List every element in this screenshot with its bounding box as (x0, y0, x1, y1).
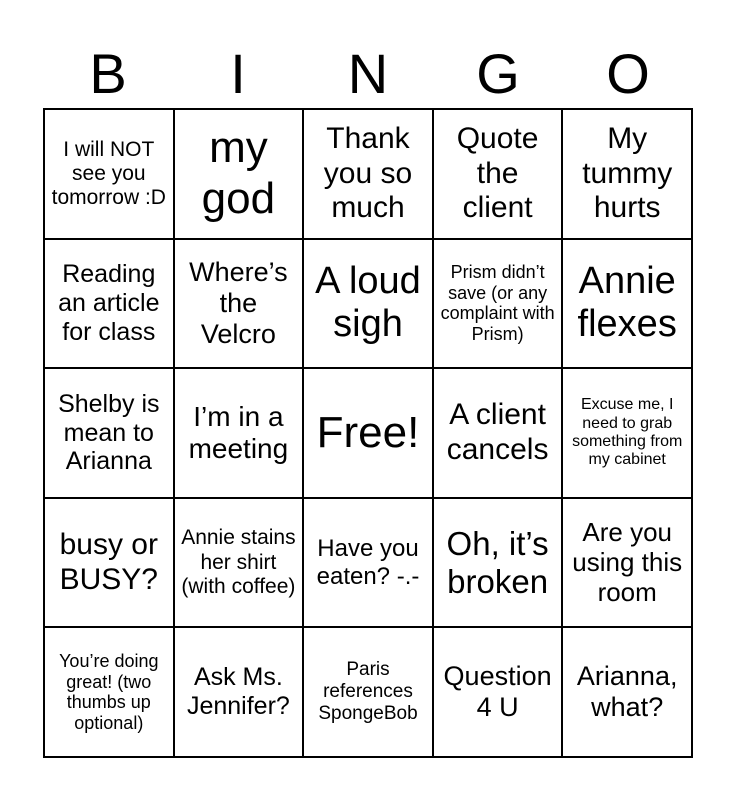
cell-text: Shelby is mean to Arianna (58, 389, 160, 476)
bingo-cell[interactable] (303, 109, 433, 239)
cell-text: Thank you so much (323, 122, 413, 225)
cell-text: A client cancels (446, 398, 549, 466)
bingo-cell[interactable] (562, 627, 692, 757)
bingo-cell[interactable] (174, 627, 304, 757)
cell-text: Prism didn’t save (or any complaint with Prism) (440, 262, 555, 345)
bingo-cell[interactable] (44, 239, 174, 369)
cell-text: Oh, it’s broken (446, 524, 549, 600)
bingo-cell[interactable] (44, 627, 174, 757)
cell-text: Annie flexes (577, 259, 677, 346)
header-letter-n: N (347, 42, 389, 105)
cell-text: I’m in a meeting (188, 400, 289, 464)
bingo-cell[interactable] (303, 498, 433, 628)
bingo-cell[interactable] (433, 368, 563, 498)
cell-text: Paris references SpongeBob (318, 659, 418, 725)
bingo-cell[interactable] (433, 498, 563, 628)
cell-text: I will NOT see you tomorrow :D (51, 137, 166, 209)
free-cell[interactable] (303, 368, 433, 498)
bingo-grid (43, 108, 693, 758)
bingo-cell[interactable] (44, 368, 174, 498)
cell-text: A loud sigh (315, 259, 421, 346)
bingo-cell[interactable] (44, 109, 174, 239)
bingo-cell[interactable] (562, 368, 692, 498)
bingo-cell[interactable] (433, 239, 563, 369)
cell-text: my god (201, 123, 276, 223)
bingo-header (43, 40, 693, 108)
bingo-cell[interactable] (303, 627, 433, 757)
bingo-cell[interactable] (174, 239, 304, 369)
cell-text: busy or BUSY? (59, 528, 158, 596)
bingo-cell[interactable] (562, 239, 692, 369)
header-letter-o: O (606, 42, 650, 105)
bingo-cell[interactable] (562, 498, 692, 628)
cell-text: Arianna, what? (576, 661, 678, 723)
header-letter-i: I (230, 42, 246, 105)
bingo-cell[interactable] (174, 498, 304, 628)
cell-text: Free! (316, 407, 420, 457)
cell-text: Quote the client (456, 122, 539, 225)
cell-text: Question 4 U (443, 661, 552, 723)
bingo-cell[interactable] (44, 498, 174, 628)
cell-text: My tummy hurts (582, 122, 673, 225)
bingo-cell[interactable] (562, 109, 692, 239)
cell-text: Ask Ms. Jennifer? (186, 663, 290, 721)
bingo-cell[interactable] (433, 109, 563, 239)
cell-text: Where’s the Velcro (189, 256, 288, 349)
header-letter-g: G (476, 42, 520, 105)
cell-text: Annie stains her shirt (with coffee) (181, 526, 296, 598)
bingo-cell[interactable] (303, 239, 433, 369)
cell-text: You’re doing great! (two thumbs up optional) (59, 650, 159, 733)
cell-text: Are you using this room (572, 516, 683, 607)
cell-text: Have you eaten? -.- (316, 535, 420, 590)
bingo-cell[interactable] (174, 368, 304, 498)
bingo-cell[interactable] (174, 109, 304, 239)
header-letter-b: B (89, 42, 127, 105)
cell-text: Reading an article for class (58, 260, 160, 346)
bingo-cell[interactable] (433, 627, 563, 757)
cell-text: Excuse me, I need to grab something from my cabinet (572, 396, 683, 469)
